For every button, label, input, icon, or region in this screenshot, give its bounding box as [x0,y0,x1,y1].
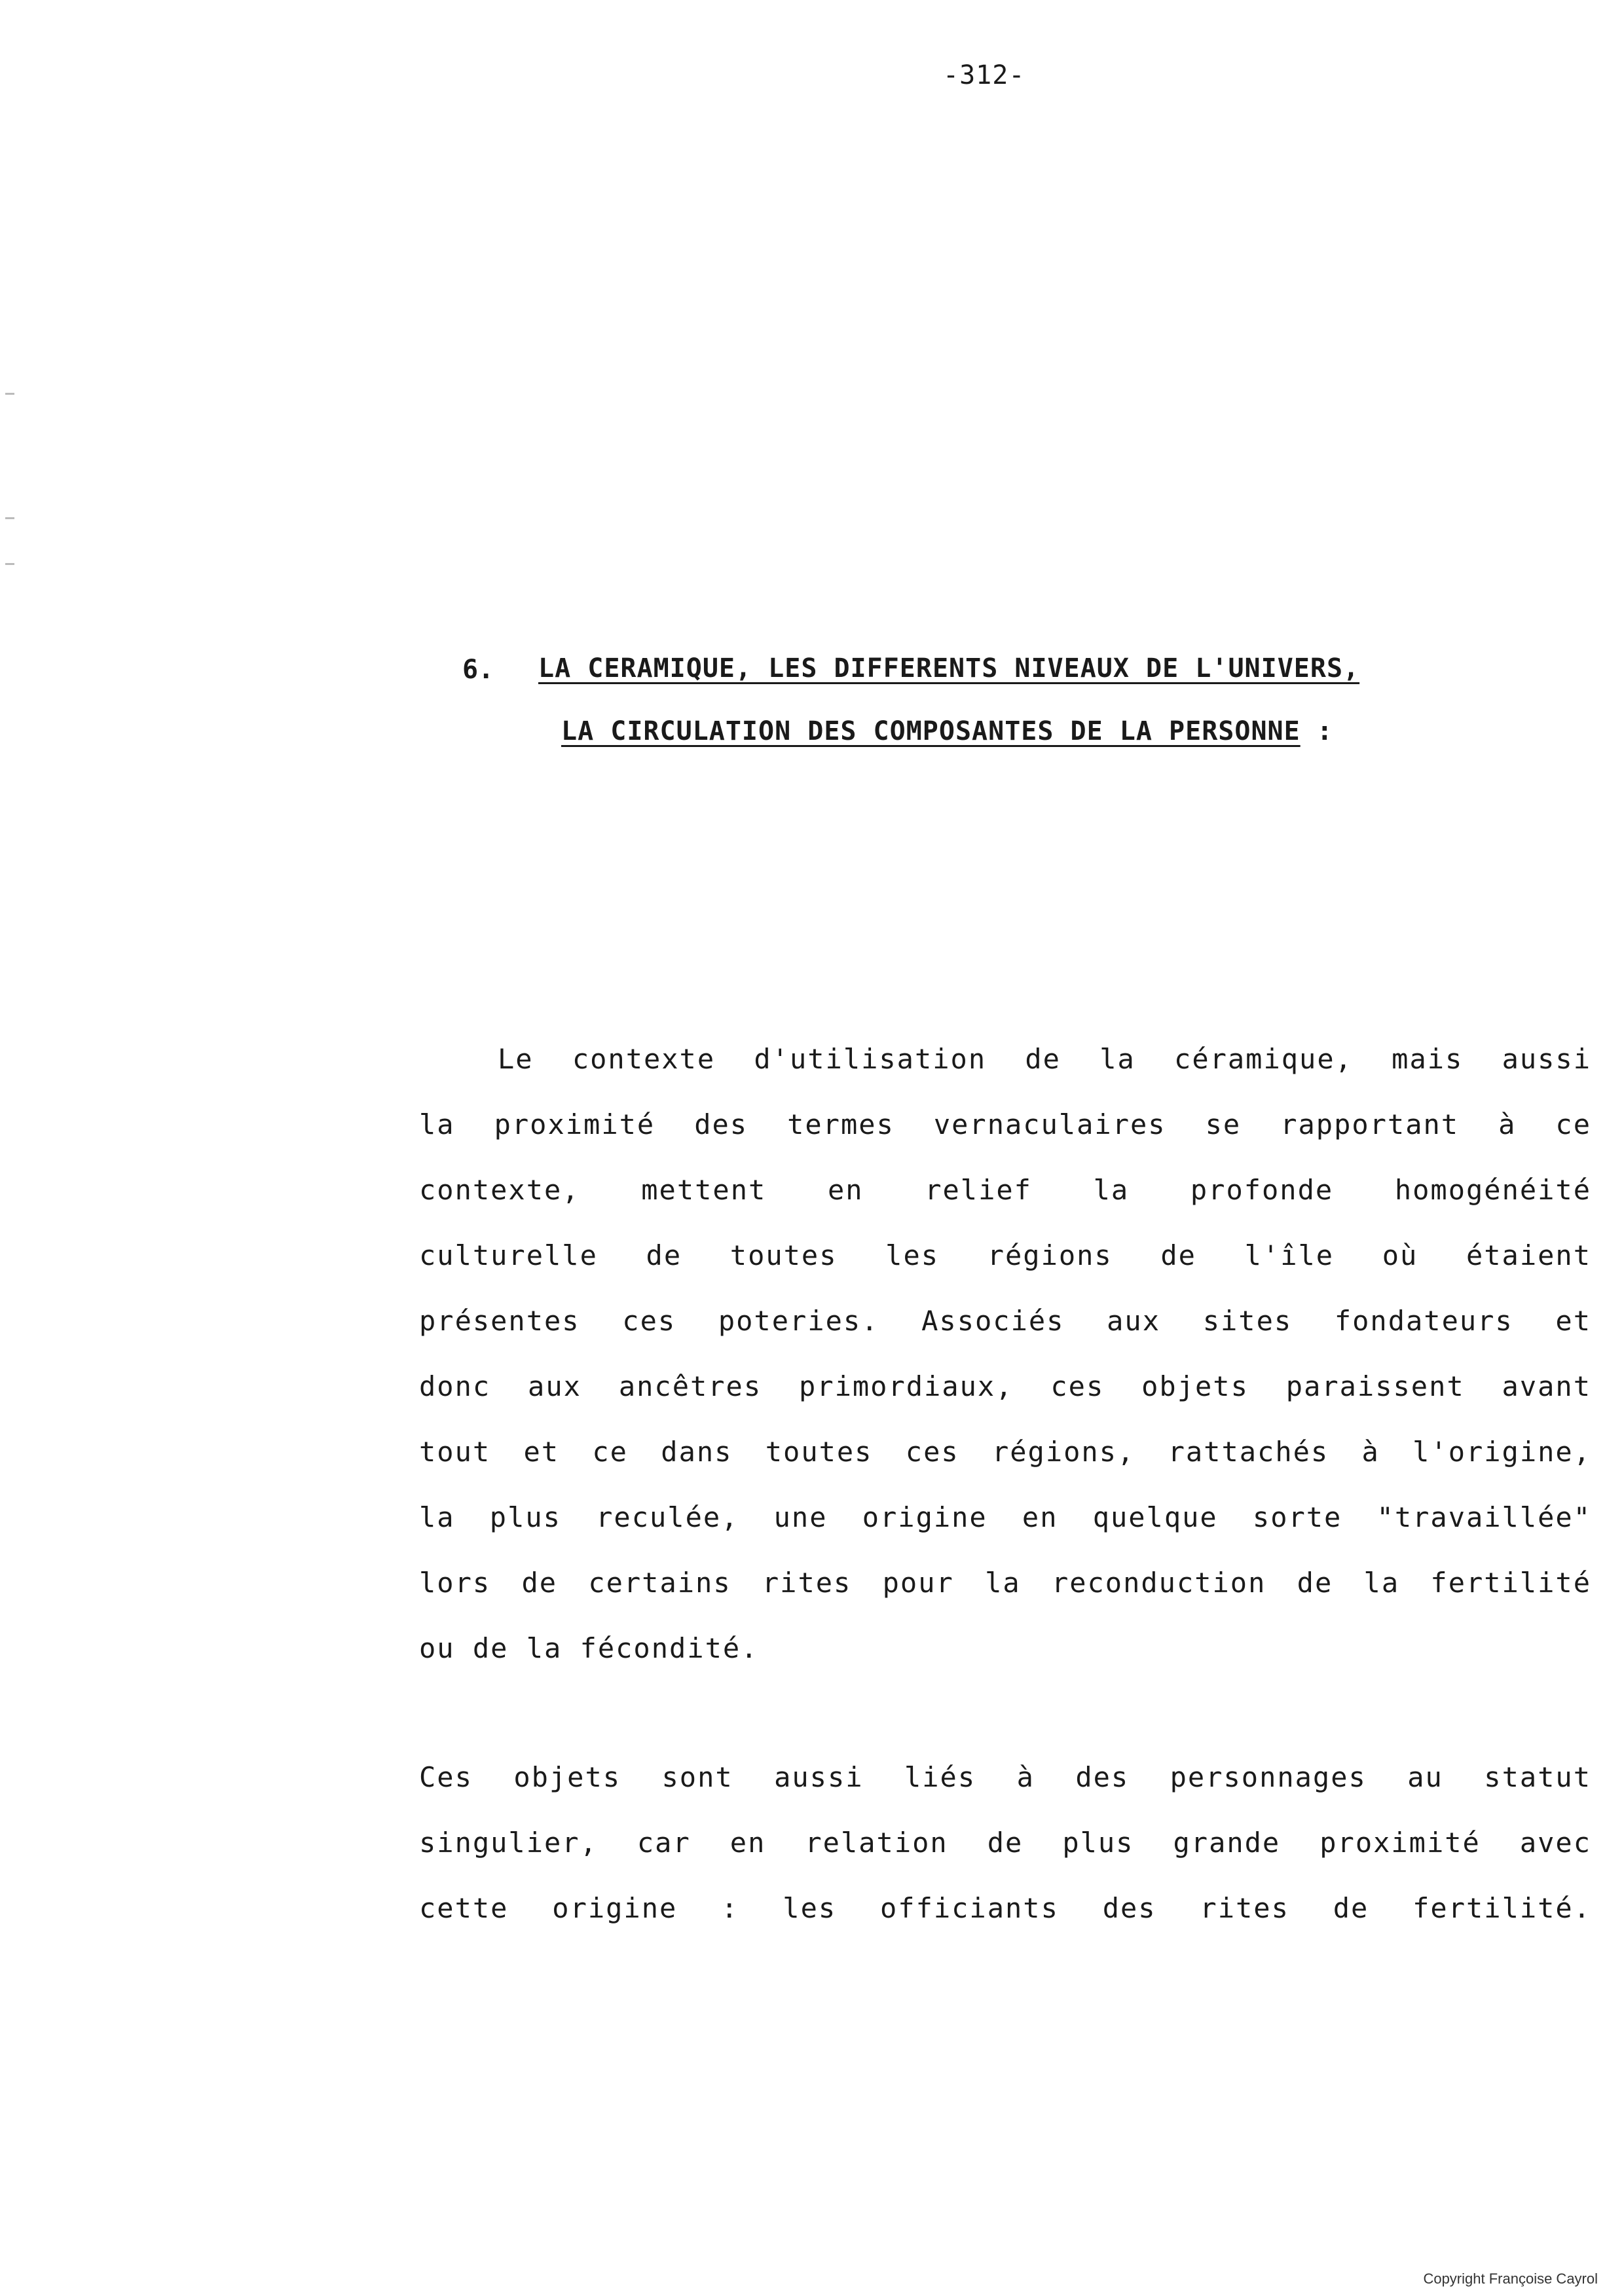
paragraph-line: tout et ce dans toutes ces régions, rattachés à l'origine, [419,1436,1591,1468]
paragraph-line: culturelle de toutes les régions de l'île où étaient [419,1239,1591,1271]
copyright-notice: Copyright Françoise Cayrol [1423,2270,1598,2287]
paragraph-line: la proximité des termes vernaculaires se rapportant à ce [419,1108,1591,1140]
paragraph-line: Le contexte d'utilisation de la céramique, mais aussi [498,1043,1591,1075]
paragraph-line: Ces objets sont aussi liés à des personnages au statut [419,1761,1591,1793]
margin-mark [5,393,14,395]
section-title-line-1 [538,653,1359,683]
paragraph-line: contexte, mettent en relief la profonde homogénéité [419,1174,1591,1206]
margin-mark [5,563,14,565]
section-title-line-2 [561,716,1333,746]
section-number: 6. [462,655,494,685]
paragraph-line: cette origine : les officiants des rites de fertilité. [419,1892,1591,1924]
section-title-line-1-text: LA CERAMIQUE, LES DIFFERENTS NIVEAUX DE L'UNIVERS, [538,653,1360,683]
paragraph-line: singulier, car en relation de plus grande proximité avec [419,1827,1591,1859]
margin-mark [5,517,14,519]
paragraph-line: présentes ces poteries. Associés aux sites fondateurs et [419,1305,1591,1337]
page-number: -312- [943,60,1025,90]
paragraph-line: la plus reculée, une origine en quelque sorte "travaillée" [419,1501,1591,1533]
paragraph-line: donc aux ancêtres primordiaux, ces objets paraissent avant [419,1370,1591,1402]
paragraph-2 [419,1745,1591,1941]
section-title-colon: : [1300,716,1333,746]
paragraph-line: ou de la fécondité. [419,1632,759,1664]
paragraph-line: lors de certains rites pour la reconduction de la fertilité [419,1567,1591,1599]
paragraph-1 [419,1027,1591,1681]
section-title-line-2-text: LA CIRCULATION DES COMPOSANTES DE LA PERSONNE [561,716,1301,746]
